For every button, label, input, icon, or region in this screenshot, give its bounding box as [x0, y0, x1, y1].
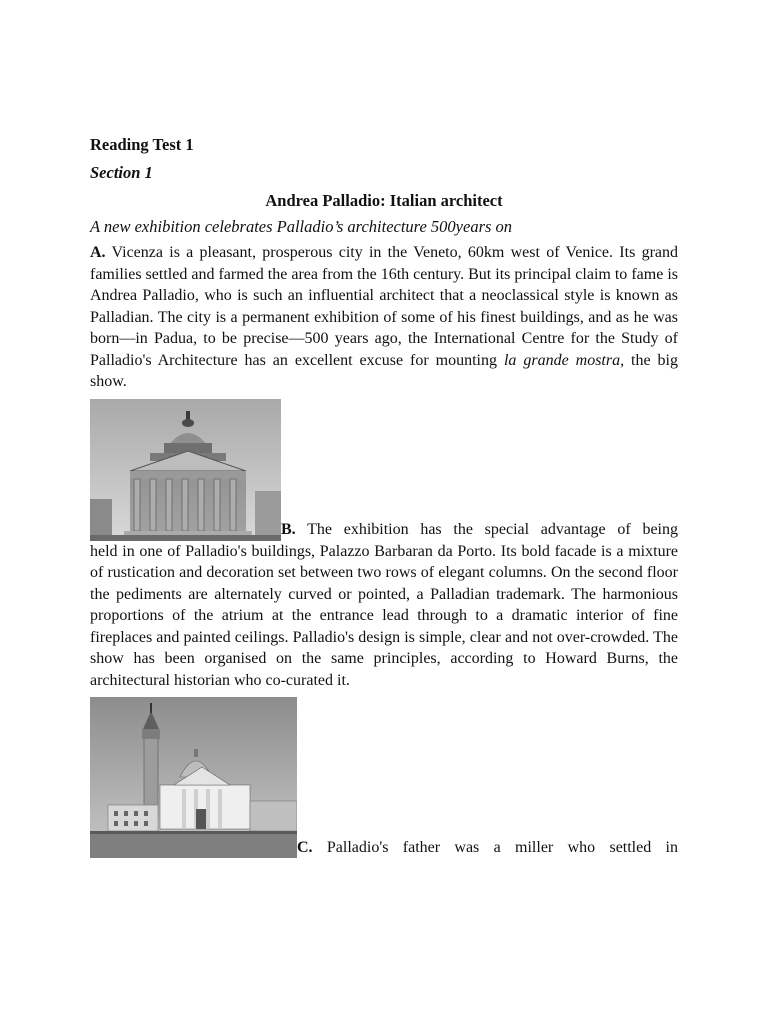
paragraph-b-first-line [90, 399, 678, 541]
document-page [90, 134, 678, 858]
paragraph-a-text: Vicenza is a pleasant, prosperous city in the Veneto, 60km west of Venice. Its grand families settled and farmed the area from the 16th century. But its principal claim to fame is Andrea Palladio, who is such an influential architect that a neoclassical style is known as Palladian. The city is a permanent exhibition of some of his finest buildings, and as he was born—in Padua, to be precise—500 years ago, the International Centre for the Study of Palladio's Architecture has an excellent excuse for mounting [90, 244, 678, 369]
paragraph-a-italic: la grande mostra, [503, 351, 625, 369]
article-subtitle: A new exhibition celebrates Palladio’s architecture 500years on [90, 217, 513, 236]
paragraph-a-text-end: the big show. [90, 351, 678, 390]
section-heading: Section 1 [90, 163, 153, 182]
paragraph-c-first-text: Palladio's father was a miller who settled in [312, 838, 678, 856]
paragraph-b-first-text: The exhibition has the special advantage of being [295, 521, 678, 538]
paragraph-c-letter: C. [297, 838, 313, 856]
san-giorgio-maggiore-photo [90, 697, 297, 858]
pantheon-photo [90, 399, 281, 541]
paragraph-b: held in one of Palladio's buildings, Palazzo Barbaran da Porto. Its bold facade is a mixture of rustication and decoration set between two rows of elegant columns. On the second floor the pediments are alternately curved or pointed, a Palladian trademark. The harmonious proportions of the atrium at the entrance lead through to a dramatic interior of fine fireplaces and painted ceilings. Palladio's design is simple, clear and not over-crowded. The show has been organised on the same principles, according to Howard Burns, the architectural historian who co-curated it. [90, 542, 678, 689]
article-title: Andrea Palladio: Italian architect [265, 191, 503, 210]
paragraph-b-letter: B. [281, 521, 296, 538]
reading-test-heading: Reading Test 1 [90, 135, 194, 154]
paragraph-a [90, 242, 678, 393]
paragraph-a-letter: A. [90, 244, 106, 261]
paragraph-c-first-line [90, 697, 678, 858]
